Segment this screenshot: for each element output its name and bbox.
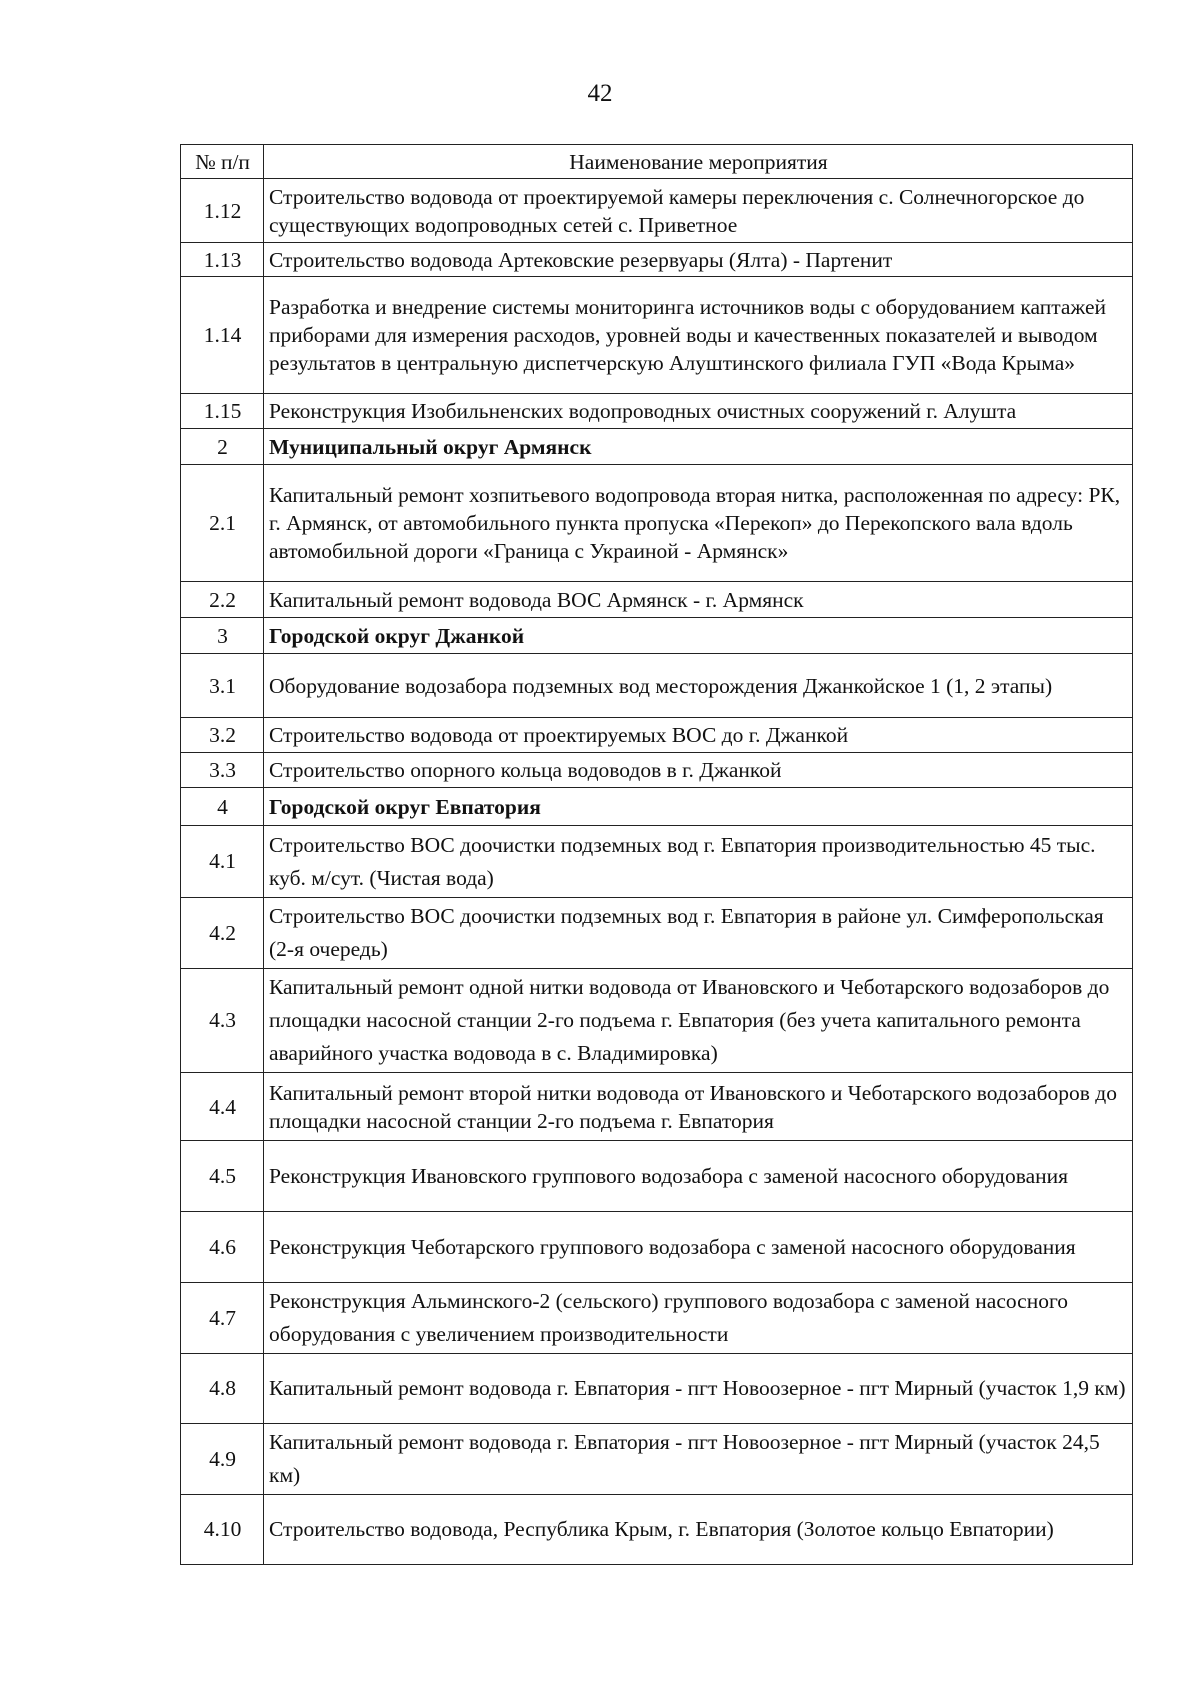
table-row bbox=[181, 277, 1133, 394]
table-row bbox=[181, 718, 1133, 753]
row-number: 4.5 bbox=[181, 1141, 264, 1212]
table-row bbox=[181, 1424, 1133, 1495]
table-row bbox=[181, 969, 1133, 1073]
table-row bbox=[181, 826, 1133, 898]
row-number: 4.6 bbox=[181, 1212, 264, 1283]
table-row bbox=[181, 465, 1133, 582]
row-name: Строительство водовода Артековские резервуары (Ялта) - Партенит bbox=[264, 243, 1133, 277]
row-number: 4.9 bbox=[181, 1424, 264, 1495]
page-number: 42 bbox=[587, 80, 613, 107]
row-name: Капитальный ремонт водовода г. Евпатория - пгт Новоозерное - пгт Мирный (участок 1,9 км) bbox=[264, 1354, 1133, 1424]
table-row bbox=[181, 1212, 1133, 1283]
row-number: 2.1 bbox=[181, 465, 264, 582]
row-number: 3.2 bbox=[181, 718, 264, 753]
row-name: Реконструкция Чеботарского группового водозабора с заменой насосного оборудования bbox=[264, 1212, 1133, 1283]
table-row bbox=[181, 1141, 1133, 1212]
table-row bbox=[181, 1354, 1133, 1424]
row-name: Строительство опорного кольца водоводов в г. Джанкой bbox=[264, 753, 1133, 788]
measures-table bbox=[180, 144, 1133, 1565]
row-number: 2.2 bbox=[181, 582, 264, 618]
table-row bbox=[181, 753, 1133, 788]
row-name: Капитальный ремонт хозпитьевого водопровода вторая нитка, расположенная по адресу: РК, г. Армянск, от автомобильного пункта пропуска «Перекоп» до Перекопского вала вдоль автомобильной дороги «Граница с Украиной - Армянск» bbox=[264, 465, 1133, 582]
table-row bbox=[181, 394, 1133, 429]
row-name: Капитальный ремонт водовода ВОС Армянск - г. Армянск bbox=[264, 582, 1133, 618]
row-name: Капитальный ремонт водовода г. Евпатория - пгт Новоозерное - пгт Мирный (участок 24,5 км) bbox=[264, 1424, 1133, 1495]
row-number: 4.10 bbox=[181, 1495, 264, 1565]
header-number: № п/п bbox=[181, 145, 264, 179]
section-title: Муниципальный округ Армянск bbox=[264, 429, 1133, 465]
row-name: Реконструкция Ивановского группового водозабора с заменой насосного оборудования bbox=[264, 1141, 1133, 1212]
row-number: 4.7 bbox=[181, 1283, 264, 1354]
row-name: Капитальный ремонт второй нитки водовода от Ивановского и Чеботарского водозаборов до площадки насосной станции 2-го подъема г. Евпатория bbox=[264, 1073, 1133, 1141]
row-number: 3.1 bbox=[181, 654, 264, 718]
row-name: Реконструкция Изобильненских водопроводных очистных сооружений г. Алушта bbox=[264, 394, 1133, 429]
section-number: 4 bbox=[181, 788, 264, 826]
section-row bbox=[181, 788, 1133, 826]
table-row bbox=[181, 1283, 1133, 1354]
section-row bbox=[181, 618, 1133, 654]
row-name: Разработка и внедрение системы мониторинга источников воды с оборудованием каптажей приборами для измерения расходов, уровней воды и качественных показателей и выводом результатов в центральную диспетчерскую Алуштинского филиала ГУП «Вода Крыма» bbox=[264, 277, 1133, 394]
row-name: Капитальный ремонт одной нитки водовода от Ивановского и Чеботарского водозаборов до площадки насосной станции 2-го подъема г. Евпатория (без учета капитального ремонта аварийного участка водовода в с. Владимировка) bbox=[264, 969, 1133, 1073]
row-number: 4.3 bbox=[181, 969, 264, 1073]
row-name: Строительство водовода от проектируемых ВОС до г. Джанкой bbox=[264, 718, 1133, 753]
row-number: 4.2 bbox=[181, 898, 264, 969]
section-number: 2 bbox=[181, 429, 264, 465]
section-title: Городской округ Евпатория bbox=[264, 788, 1133, 826]
row-number: 4.8 bbox=[181, 1354, 264, 1424]
row-number: 1.13 bbox=[181, 243, 264, 277]
row-name: Реконструкция Альминского-2 (сельского) группового водозабора с заменой насосного оборудования с увеличением производительности bbox=[264, 1283, 1133, 1354]
row-number: 1.12 bbox=[181, 179, 264, 243]
row-number: 3.3 bbox=[181, 753, 264, 788]
section-title: Городской округ Джанкой bbox=[264, 618, 1133, 654]
section-number: 3 bbox=[181, 618, 264, 654]
table-row bbox=[181, 243, 1133, 277]
table-row bbox=[181, 1495, 1133, 1565]
table-row bbox=[181, 1073, 1133, 1141]
row-name: Строительство водовода, Республика Крым, г. Евпатория (Золотое кольцо Евпатории) bbox=[264, 1495, 1133, 1565]
header-name: Наименование мероприятия bbox=[264, 145, 1133, 179]
section-row bbox=[181, 429, 1133, 465]
row-name: Строительство ВОС доочистки подземных вод г. Евпатория производительностью 45 тыс. куб. м/сут. (Чистая вода) bbox=[264, 826, 1133, 898]
row-number: 4.1 bbox=[181, 826, 264, 898]
row-number: 1.14 bbox=[181, 277, 264, 394]
row-number: 4.4 bbox=[181, 1073, 264, 1141]
row-name: Оборудование водозабора подземных вод месторождения Джанкойское 1 (1, 2 этапы) bbox=[264, 654, 1133, 718]
table-header-row bbox=[181, 145, 1133, 179]
table-row bbox=[181, 582, 1133, 618]
row-name: Строительство ВОС доочистки подземных вод г. Евпатория в районе ул. Симферопольская (2-я очередь) bbox=[264, 898, 1133, 969]
table-row bbox=[181, 654, 1133, 718]
table-row bbox=[181, 898, 1133, 969]
table-row bbox=[181, 179, 1133, 243]
row-number: 1.15 bbox=[181, 394, 264, 429]
row-name: Строительство водовода от проектируемой камеры переключения с. Солнечногорское до существующих водопроводных сетей с. Приветное bbox=[264, 179, 1133, 243]
